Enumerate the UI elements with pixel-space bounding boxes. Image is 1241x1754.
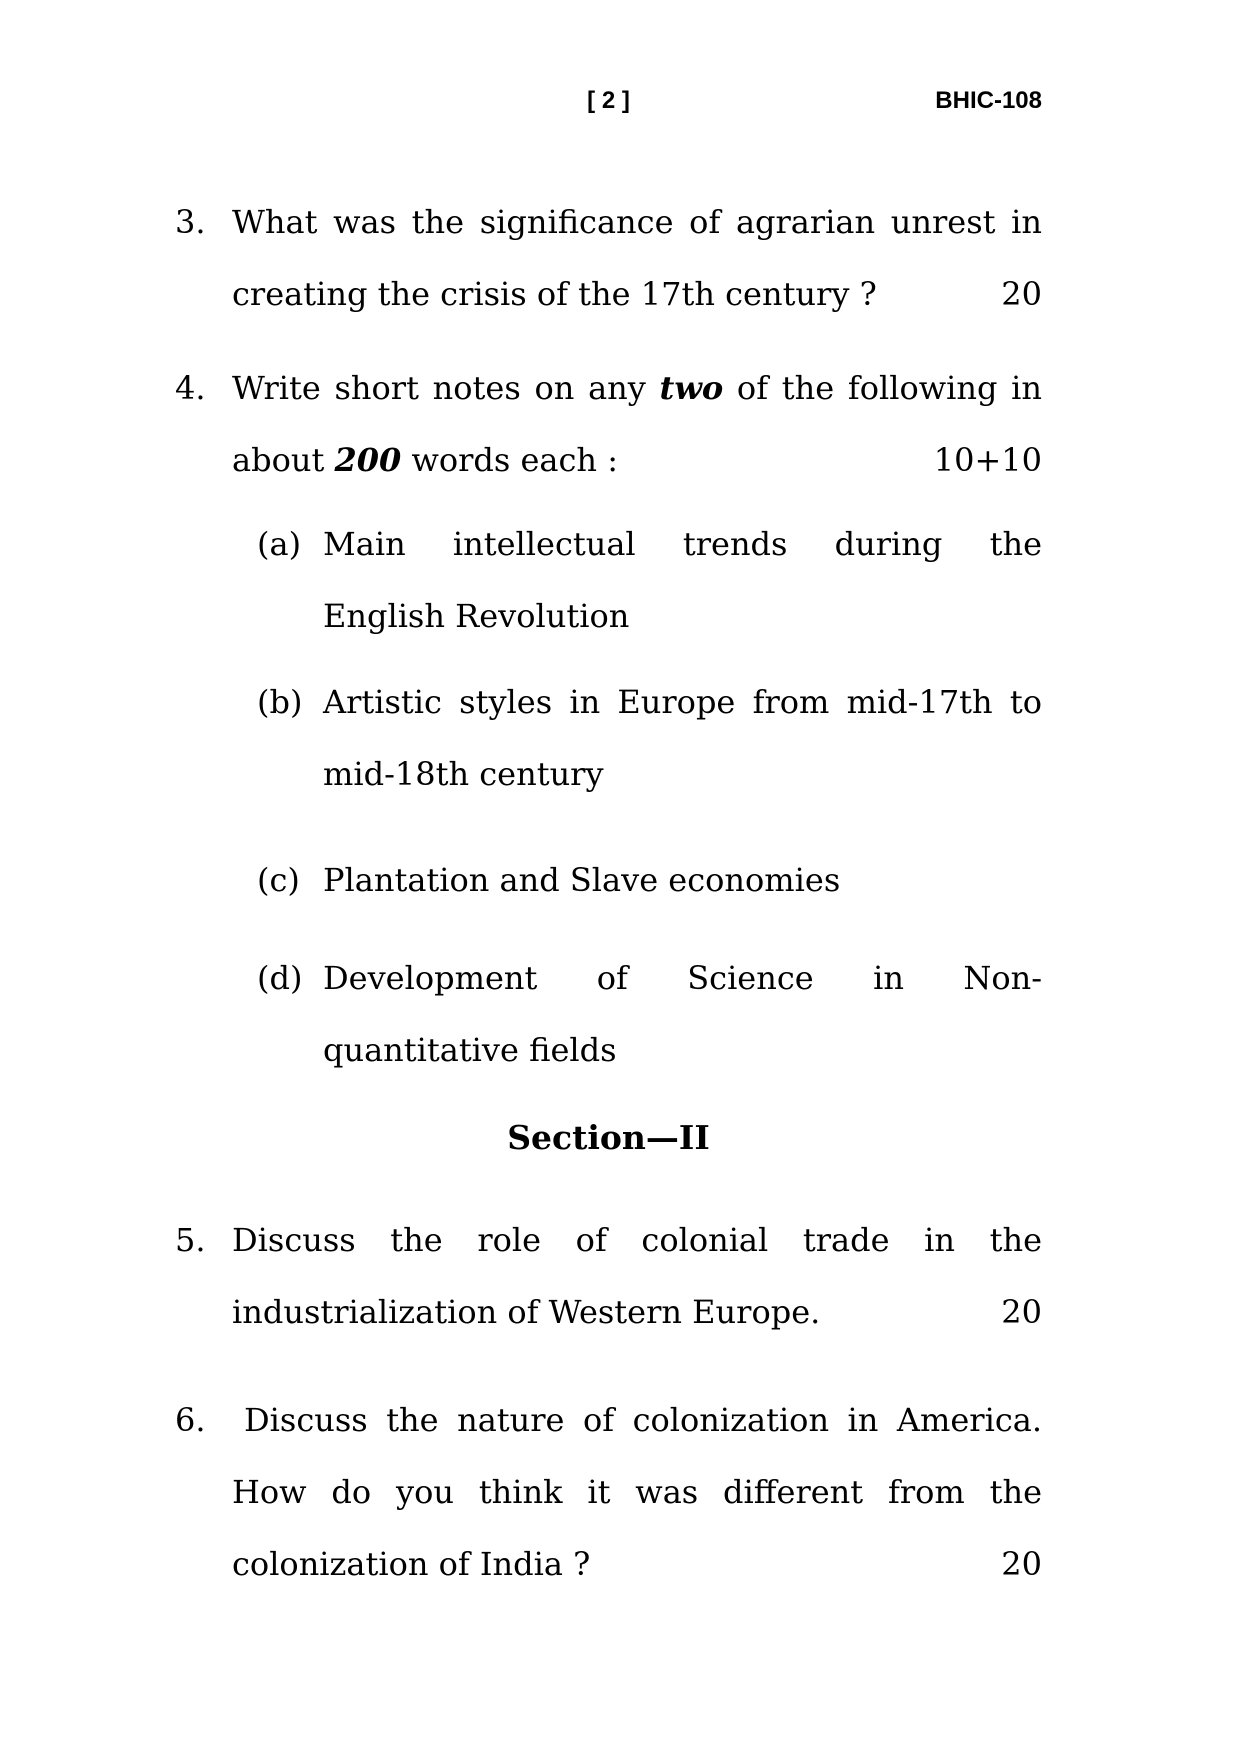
marks-value: 10+10 bbox=[933, 441, 1042, 479]
question-6 bbox=[175, 1384, 1042, 1600]
subitem-a-label: (a) bbox=[257, 525, 302, 563]
question-6-text bbox=[232, 1384, 1042, 1600]
question-line bbox=[232, 258, 1042, 330]
subitem-a-text bbox=[323, 508, 1042, 652]
subitem-c-text bbox=[323, 844, 1042, 916]
question-line-text: about bbox=[232, 441, 335, 479]
emphasized-word: two bbox=[659, 369, 724, 407]
subitem-line: Artistic styles in Europe from mid-17th to bbox=[323, 683, 1042, 721]
question-line bbox=[232, 1528, 1042, 1600]
subitem-line: Development of Science in Non- bbox=[323, 959, 1042, 997]
question-line-text bbox=[232, 424, 618, 496]
question-line bbox=[232, 424, 1042, 496]
subitem-line: quantitative fields bbox=[323, 1031, 617, 1069]
question-line-text: colonization of India ? bbox=[232, 1545, 591, 1583]
subitem-d-label: (d) bbox=[257, 959, 303, 997]
question-line-text: creating the crisis of the 17th century ? bbox=[232, 275, 877, 313]
subitem-line: English Revolution bbox=[323, 597, 630, 635]
subitem-line: mid-18th century bbox=[323, 755, 604, 793]
course-code: BHIC-108 bbox=[935, 87, 1042, 114]
question-line: What was the significance of agrarian unrest in bbox=[232, 203, 1042, 241]
question-4-number: 4. bbox=[175, 369, 206, 407]
exam-content bbox=[175, 186, 1042, 1600]
question-line bbox=[232, 1276, 1042, 1348]
subitem-c-label: (c) bbox=[257, 861, 300, 899]
subitem-a bbox=[257, 508, 1042, 652]
question-line: Discuss the nature of colonization in America. bbox=[244, 1401, 1042, 1439]
question-line-text: industrialization of Western Europe. bbox=[232, 1293, 821, 1331]
subitem-b-text bbox=[323, 666, 1042, 810]
subitem-c bbox=[257, 844, 1042, 916]
question-line-text: words each : bbox=[401, 441, 618, 479]
question-5-number: 5. bbox=[175, 1221, 206, 1259]
question-4 bbox=[175, 352, 1042, 1086]
question-4-text bbox=[232, 352, 1042, 1086]
subitem-line: Main intellectual trends during the bbox=[323, 525, 1042, 563]
question-line bbox=[232, 352, 1042, 424]
marks-value: 20 bbox=[1001, 275, 1042, 313]
question-6-number: 6. bbox=[175, 1401, 206, 1439]
marks-value: 20 bbox=[1001, 1293, 1042, 1331]
subitem-d bbox=[257, 942, 1042, 1086]
question-3-text bbox=[232, 186, 1042, 330]
emphasized-word: 200 bbox=[334, 441, 402, 479]
page-header bbox=[175, 86, 1042, 116]
question-line: Discuss the role of colonial trade in the bbox=[232, 1221, 1042, 1259]
subitem-line: Plantation and Slave economies bbox=[323, 861, 841, 899]
section-heading: Section—II bbox=[507, 1118, 710, 1157]
question-5-text bbox=[232, 1204, 1042, 1348]
question-5 bbox=[175, 1204, 1042, 1348]
page-number: [ 2 ] bbox=[587, 87, 630, 114]
subitem-b bbox=[257, 666, 1042, 810]
question-3 bbox=[175, 186, 1042, 330]
question-line-text: of the following in bbox=[723, 369, 1043, 407]
marks-value: 20 bbox=[1001, 1545, 1042, 1583]
question-line: How do you think it was different from the bbox=[232, 1473, 1042, 1511]
question-3-number: 3. bbox=[175, 203, 206, 241]
subitem-d-text bbox=[323, 942, 1042, 1086]
question-line-text: Write short notes on any bbox=[232, 369, 660, 407]
subitem-b-label: (b) bbox=[257, 683, 303, 721]
